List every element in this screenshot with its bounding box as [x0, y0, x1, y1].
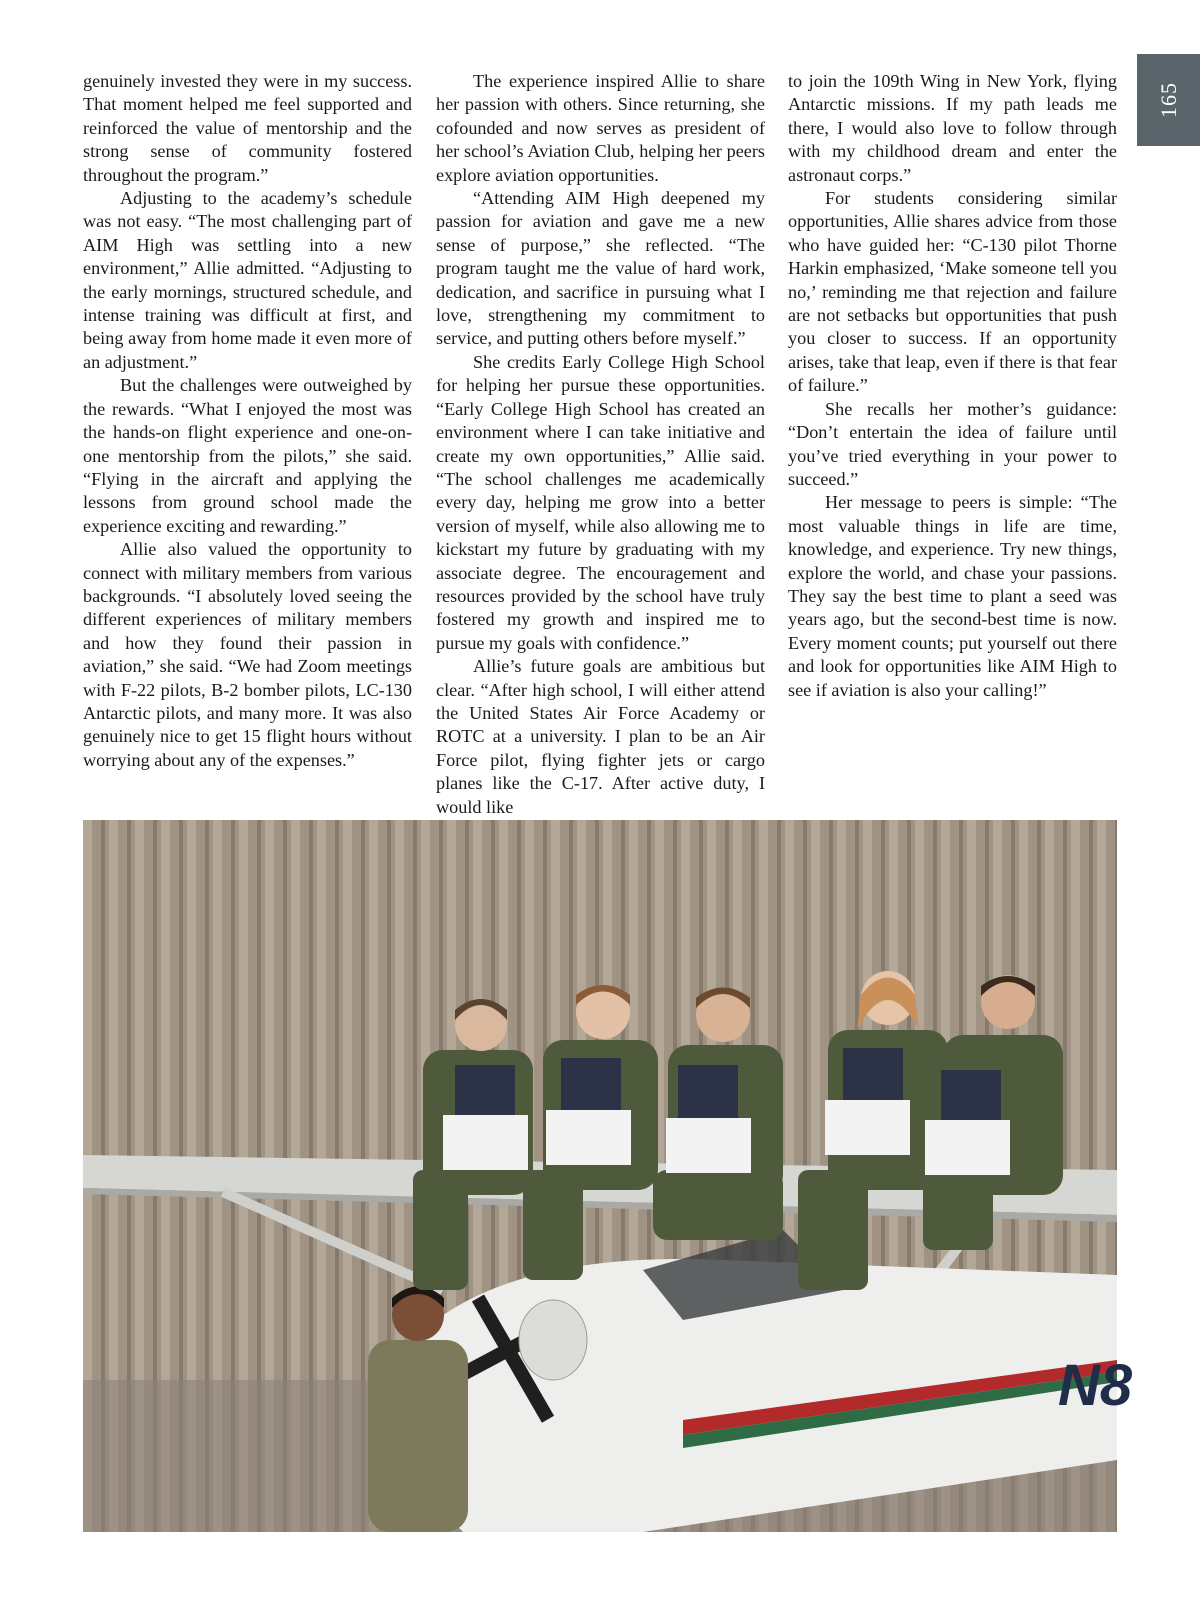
paragraph: “Attending AIM High deepened my passion for aviation and gave me a new sense of purpose,” she reflected. “The program taught me the value of hard work, dedication, and sacrifice in pursuing what I love, strengthening my commitment to service, and putting others before myself.” — [436, 188, 765, 349]
paragraph: Allie also valued the opportunity to connect with military members from various backgrounds. “I absolutely loved seeing the different experiences of military members and how they found their passion in aviation,” she said. “We had Zoom meetings with F-22 pilots, B-2 bomber pilots, LC-130 Antarctic pilots, and many more. It was also genuinely nice to get 15 flight hours without worrying about any of the expenses.” — [83, 539, 412, 770]
paragraph: to join the 109th Wing in New York, flying Antarctic missions. If my path leads me there, I would also love to follow through with my childhood dream and enter the astronaut corps.” — [788, 71, 1117, 185]
text-column-3 — [788, 70, 1117, 702]
tail-number: N8 — [1058, 1353, 1133, 1418]
paragraph: Adjusting to the academy’s schedule was not easy. “The most challenging part of AIM High was settling into a new environment,” Allie admitted. “Adjusting to the early mornings, structured schedule, and intense training was difficult at first, and being away from home made it even more of an adjustment.” — [83, 188, 412, 372]
paragraph: But the challenges were outweighed by the rewards. “What I enjoyed the most was the hands-on flight experience and one-on-one mentorship from the pilots,” she said. “Flying in the aircraft and applying the lessons from ground school made the experience exciting and rewarding.” — [83, 375, 412, 536]
text-column-1 — [83, 70, 412, 772]
page-number: 165 — [1155, 82, 1181, 118]
paragraph: Allie’s future goals are ambitious but clear. “After high school, I will either attend the United States Air Force Academy or ROTC at a university. I plan to be an Air Force pilot, flying fighter jets or cargo planes like the C-17. After active duty, I would like — [436, 656, 765, 817]
paragraph: genuinely invested they were in my success. That moment helped me feel supported and reinforced the value of mentorship and the strong sense of community fostered throughout the program.” — [83, 71, 412, 185]
page-number-tab — [1137, 54, 1200, 146]
photo-illustration — [83, 820, 1133, 1532]
paragraph: She recalls her mother’s guidance: “Don’t entertain the idea of failure until you’ve tried everything in your power to succeed.” — [788, 398, 1117, 489]
group-photo — [83, 820, 1133, 1532]
text-column-2 — [436, 70, 765, 819]
paragraph: Her message to peers is simple: “The most valuable things in life are time, knowledge, and experience. Try new things, explore the world, and chase your passions. They say the best time to plant a seed was years ago, but the second-best time is now. Every moment counts; put yourself out there and look for opportunities like AIM High to see if aviation is also your calling!” — [788, 492, 1117, 700]
paragraph: The experience inspired Allie to share her passion with others. Since returning, she cofounded and now serves as president of her school’s Aviation Club, helping her peers explore aviation opportunities. — [436, 71, 765, 185]
paragraph: She credits Early College High School for helping her pursue these opportunities. “Early College High School has created an environment where I can take initiative and create my own opportunities,” Allie said. “The school challenges me academically every day, helping me grow into a better version of myself, while also allowing me to kickstart my future by graduating with my associate degree. The encouragement and resources provided by the school have truly fostered my growth and inspired me to pursue my goals with confidence.” — [436, 351, 765, 653]
paragraph: For students considering similar opportunities, Allie shares advice from those who have guided her: “C-130 pilot Thorne Harkin emphasized, ‘Make someone tell you no,’ reminding me that rejection and failure are not setbacks but opportunities that push you closer to success. If an opportunity arises, take that leap, even if there is that fear of failure.” — [788, 188, 1117, 396]
